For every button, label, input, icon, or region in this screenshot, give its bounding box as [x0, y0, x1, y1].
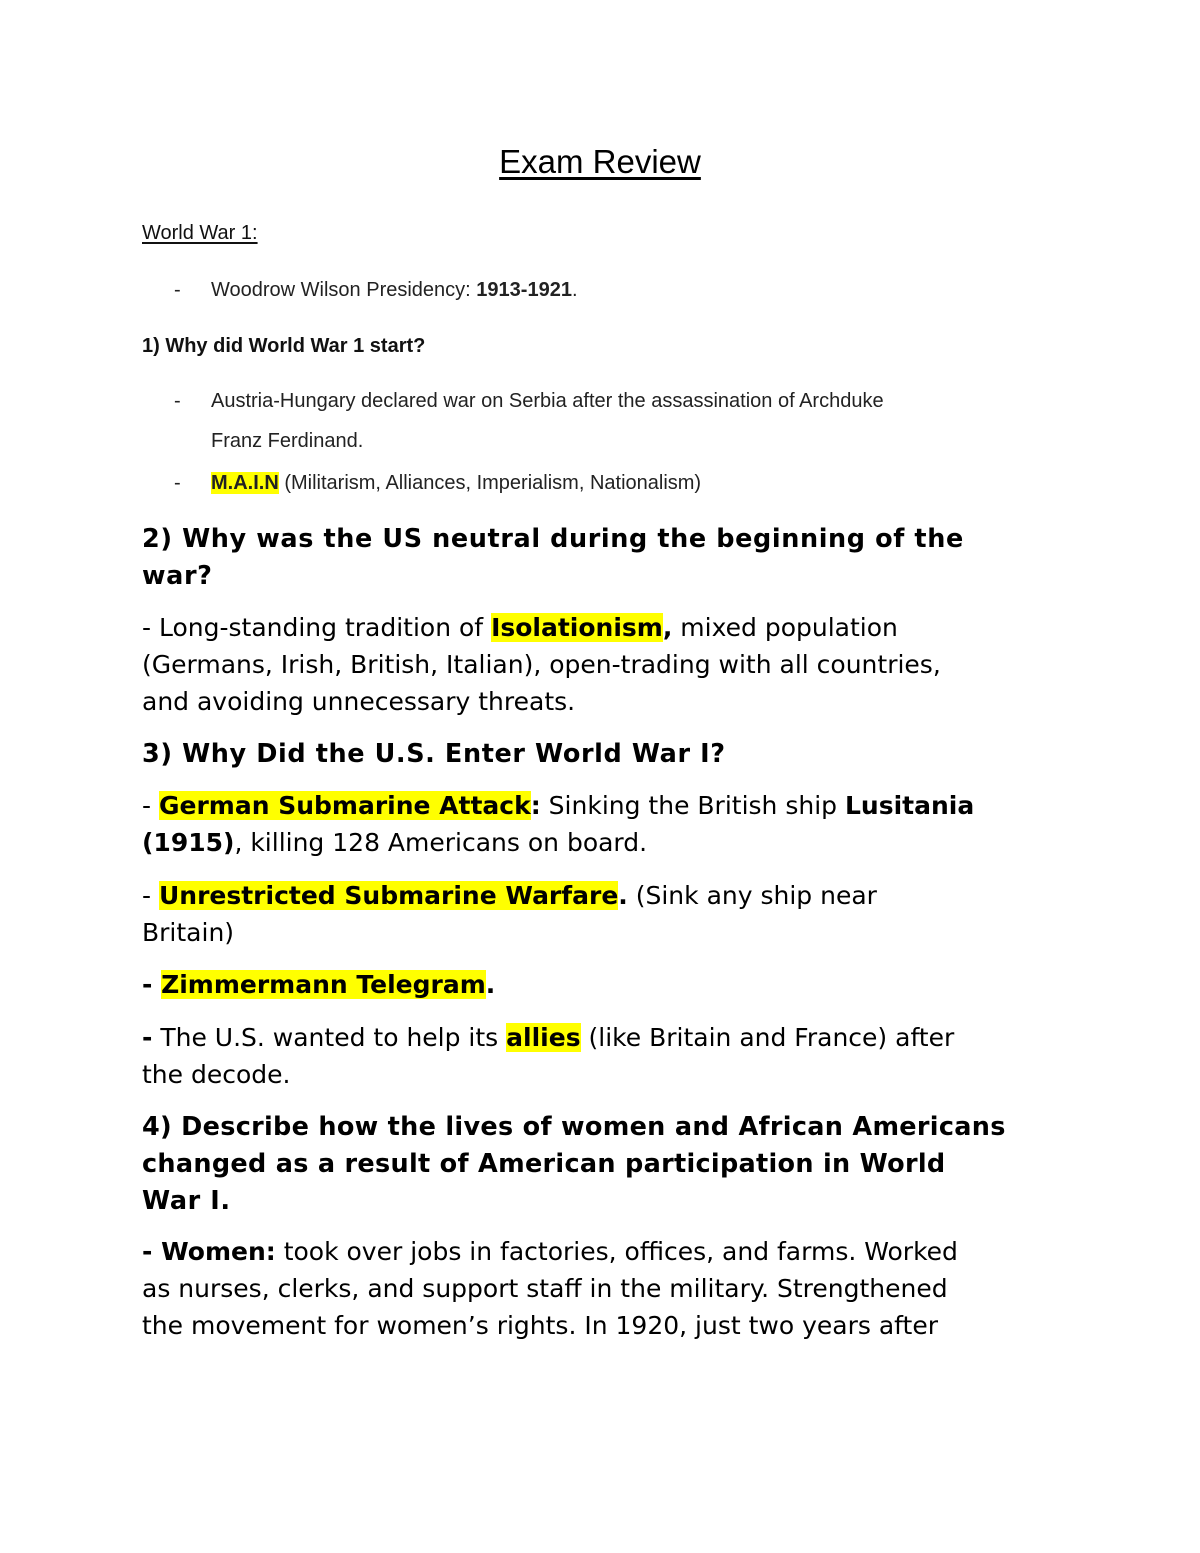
bullet-dash: -	[174, 390, 181, 412]
question-4-heading-line-2: changed as a result of American participation in World	[142, 1149, 946, 1179]
presidency-years: 1913-1921	[476, 279, 572, 301]
unrestricted-warfare-highlight: Unrestricted Submarine Warfare	[158, 881, 619, 910]
allies-highlight: allies	[506, 1023, 581, 1052]
presidency-line	[211, 279, 578, 302]
q2-answer-line-3: and avoiding unnecessary threats.	[142, 687, 576, 716]
q2-answer-line-2: (Germans, Irish, British, Italian), open-trading with all countries,	[142, 650, 941, 679]
q1-main-line	[211, 472, 701, 495]
bullet-dash: -	[142, 791, 159, 820]
q3-reason-2-line-2: Britain)	[142, 918, 235, 947]
bullet-dash: -	[174, 472, 181, 494]
q3-reason-2-line-1	[142, 881, 877, 910]
q2-answer-line-1	[142, 613, 898, 642]
q3-reason-1-line-2	[142, 828, 647, 857]
question-2-heading-line-2: war?	[142, 561, 213, 591]
q4-women-line-3: the movement for women’s rights. In 1920, just two years after	[142, 1311, 938, 1340]
question-4-heading-line-3: War I.	[142, 1186, 231, 1216]
q3-reason-4-line-2: the decode.	[142, 1060, 291, 1089]
lusitania-year: (1915)	[142, 828, 235, 857]
period: .	[485, 970, 496, 999]
q1-answer-line-1: Austria-Hungary declared war on Serbia after the assassination of Archduke	[211, 390, 884, 412]
bullet-dash: -	[142, 970, 162, 999]
isolationism-highlight: Isolationism	[491, 613, 663, 642]
question-3-heading: 3) Why Did the U.S. Enter World War I?	[142, 739, 726, 769]
period: .	[618, 881, 628, 910]
q2-answer-prefix: - Long-standing tradition of	[142, 613, 492, 642]
reason-1-text: Sinking the British ship	[540, 791, 845, 820]
main-acronym-highlight: M.A.I.N	[211, 472, 279, 494]
q3-reason-3	[142, 970, 495, 999]
question-4-heading-line-1: 4) Describe how the lives of women and African Americans	[142, 1112, 1006, 1142]
q3-reason-4-line-1	[142, 1023, 954, 1052]
bullet-dash: -	[174, 279, 181, 301]
reason-2-rest: (Sink any ship near	[627, 881, 877, 910]
q4-women-line-1	[142, 1237, 958, 1266]
lusitania-text: Lusitania	[844, 791, 975, 820]
women-label: - Women:	[142, 1237, 276, 1266]
page-title: Exam Review	[499, 143, 701, 180]
women-text: took over jobs in factories, offices, and farms. Worked	[275, 1237, 958, 1266]
bullet-dash: -	[142, 881, 159, 910]
bullet-dash: -	[142, 1023, 153, 1052]
presidency-label: Woodrow Wilson Presidency:	[211, 279, 477, 301]
reason-4-rest: (like Britain and France) after	[580, 1023, 955, 1052]
section-heading: World War 1:	[142, 222, 258, 244]
presidency-end: .	[571, 279, 578, 301]
colon: :	[530, 791, 541, 820]
q2-answer-rest: mixed population	[672, 613, 898, 642]
question-2-heading-line-1: 2) Why was the US neutral during the beginning of the	[142, 524, 964, 554]
question-1-heading: 1) Why did World War 1 start?	[142, 335, 426, 357]
q1-answer-line-2: Franz Ferdinand.	[211, 430, 364, 452]
reason-1-rest: , killing 128 Americans on board.	[234, 828, 648, 857]
reason-4-prefix: The U.S. wanted to help its	[152, 1023, 507, 1052]
zimmermann-highlight: Zimmermann Telegram	[161, 970, 486, 999]
main-expansion: (Militarism, Alliances, Imperialism, Nationalism)	[278, 472, 702, 494]
q3-reason-1-line-1	[142, 791, 974, 820]
q2-comma: ,	[662, 613, 673, 642]
q4-women-line-2: as nurses, clerks, and support staff in the military. Strengthened	[142, 1274, 948, 1303]
german-submarine-highlight: German Submarine Attack	[158, 791, 531, 820]
